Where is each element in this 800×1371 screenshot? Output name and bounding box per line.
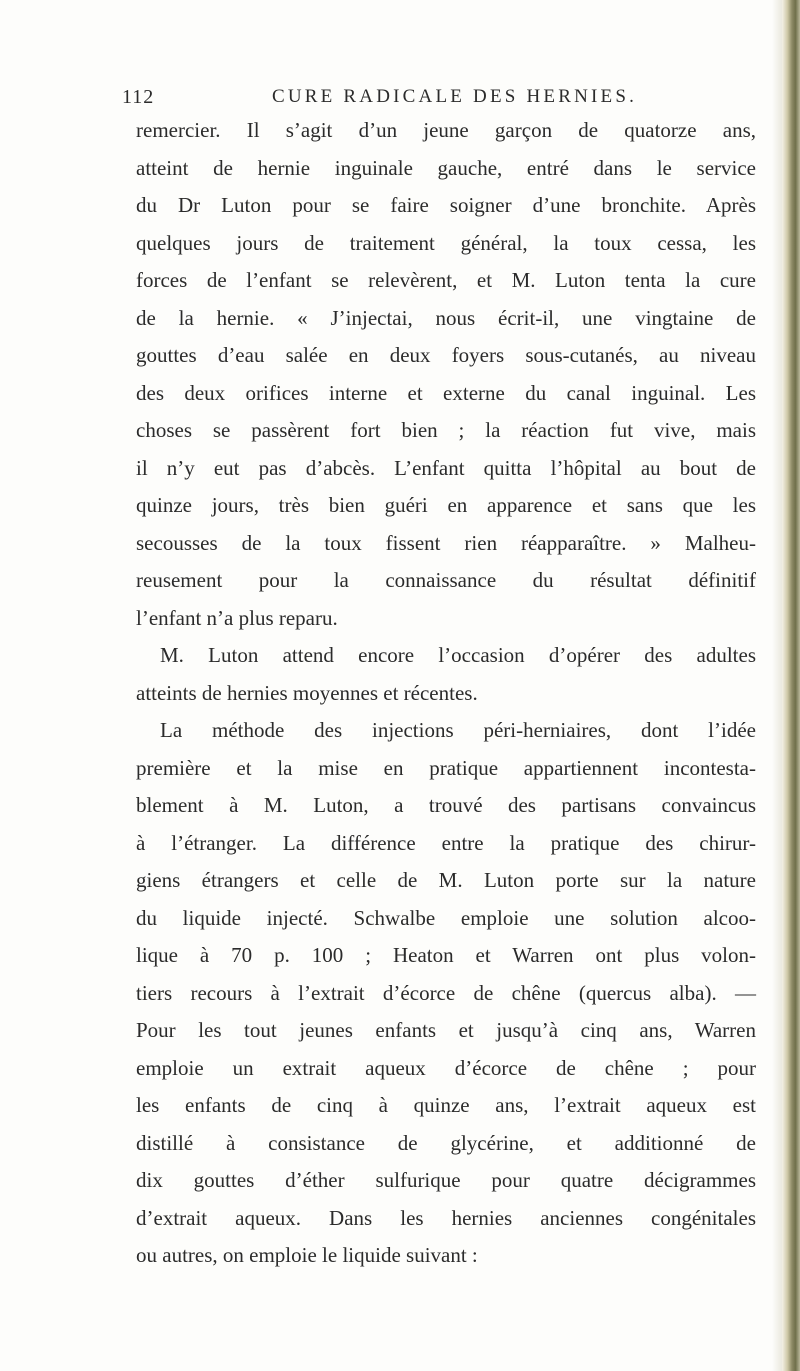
text-line: lique à 70 p. 100 ; Heaton et Warren ont plus volon-	[136, 943, 756, 967]
text-line: il n’y eut pas d’abcès. L’enfant quitta l’hôpital au bout de	[136, 455, 756, 480]
text-line: tiers recours à l’extrait d’écorce de chêne (quercus alba). —	[136, 980, 756, 1005]
text-line: Pour les tout jeunes enfants et jusqu’à cinq ans, Warren	[136, 1018, 756, 1042]
text-line: des deux orifices interne et externe du canal inguinal. Les	[136, 380, 756, 405]
text-line: de la hernie. « J’injectai, nous écrit-il, une vingtaine de	[136, 305, 756, 330]
text-line: gouttes d’eau salée en deux foyers sous-cutanés, au niveau	[136, 343, 756, 367]
body-text	[136, 112, 756, 1275]
text-line: M. Luton attend encore l’occasion d’opérer des adultes	[160, 643, 756, 667]
text-line: ou autres, on emploie le liquide suivant :	[136, 1243, 478, 1267]
page-edge-shadow	[772, 0, 782, 1371]
text-line: emploie un extrait aqueux d’écorce de chêne ; pour	[136, 1055, 756, 1080]
text-line: d’extrait aqueux. Dans les hernies anciennes congénitales	[136, 1205, 756, 1230]
text-line: quinze jours, très bien guéri en apparence et sans que les	[136, 493, 756, 517]
book-edge	[782, 0, 800, 1371]
text-line: les enfants de cinq à quinze ans, l’extrait aqueux est	[136, 1093, 756, 1117]
text-line: distillé à consistance de glycérine, et additionné de	[136, 1130, 756, 1155]
text-line: secousses de la toux fissent rien réapparaître. » Malheu-	[136, 530, 756, 555]
text-line: choses se passèrent fort bien ; la réaction fut vive, mais	[136, 418, 756, 442]
text-line: remercier. Il s’agit d’un jeune garçon de quatorze ans,	[136, 118, 756, 142]
text-line: quelques jours de traitement général, la toux cessa, les	[136, 230, 756, 255]
text-line: à l’étranger. La différence entre la pratique des chirur-	[136, 830, 756, 855]
text-line: du Dr Luton pour se faire soigner d’une bronchite. Après	[136, 193, 756, 217]
running-title: CURE RADICALE DES HERNIES.	[272, 86, 638, 107]
text-line: atteint de hernie inguinale gauche, entré dans le service	[136, 155, 756, 180]
page-number: 112	[122, 86, 155, 108]
text-line: première et la mise en pratique appartiennent incontesta-	[136, 755, 756, 780]
text-line: forces de l’enfant se relevèrent, et M. Luton tenta la cure	[136, 268, 756, 292]
text-line: blement à M. Luton, a trouvé des partisans convaincus	[136, 793, 756, 817]
text-line: du liquide injecté. Schwalbe emploie une solution alcoo-	[136, 905, 756, 930]
text-line: l’enfant n’a plus reparu.	[136, 605, 338, 630]
text-line: giens étrangers et celle de M. Luton porte sur la nature	[136, 868, 756, 892]
running-head	[120, 86, 760, 114]
text-line: atteints de hernies moyennes et récentes.	[136, 680, 478, 705]
text-line: dix gouttes d’éther sulfurique pour quatre décigrammes	[136, 1168, 756, 1192]
text-line: La méthode des injections péri-herniaires, dont l’idée	[160, 718, 756, 742]
text-line: reusement pour la connaissance du résultat définitif	[136, 568, 756, 592]
